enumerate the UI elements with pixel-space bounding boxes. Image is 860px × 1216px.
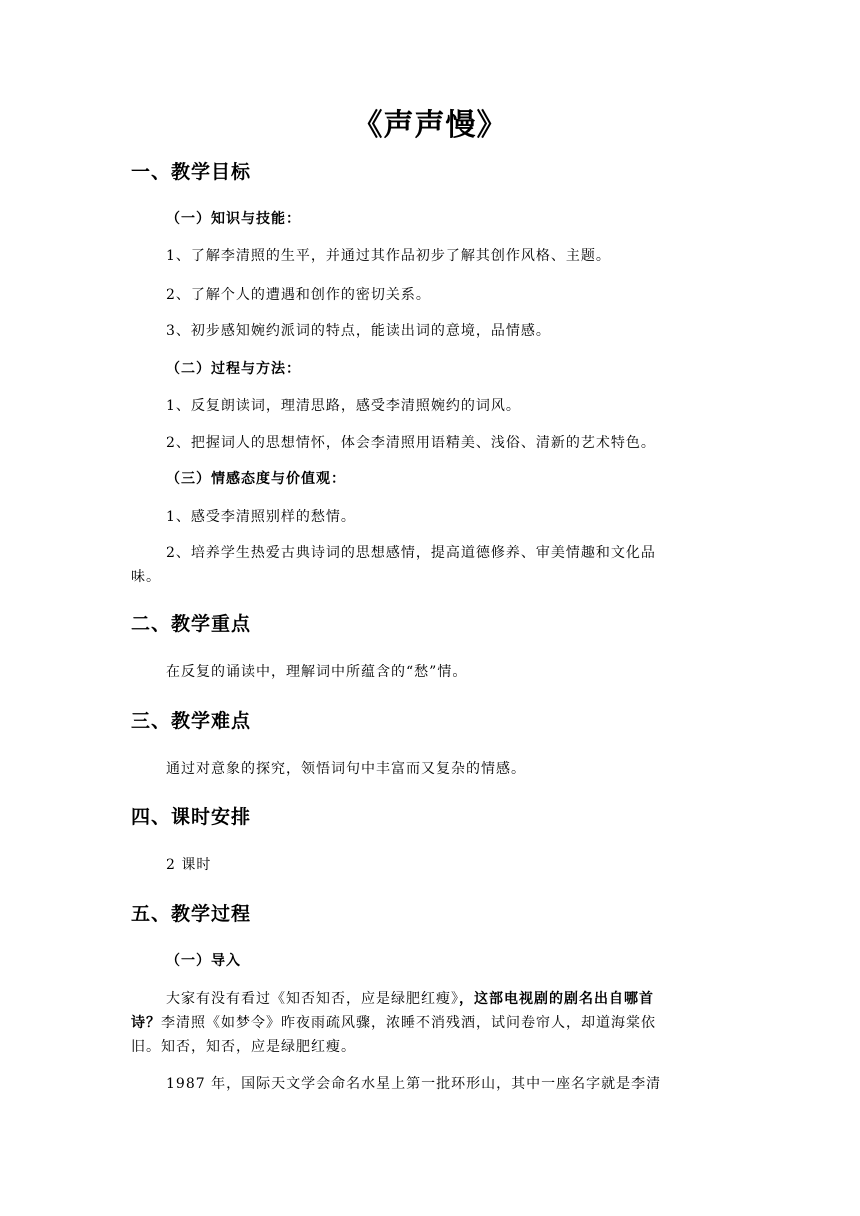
- section-heading-objectives: 一、教学目标: [131, 161, 252, 183]
- text-run-bold: 诗？: [131, 1015, 161, 1031]
- text-run-bold: ，这部电视剧的剧名出自哪首: [459, 991, 654, 1007]
- paragraph: 2、了解个人的遭遇和创作的密切关系。: [166, 287, 431, 303]
- paragraph: 通过对意象的探究，领悟词句中丰富而又复杂的情感。: [166, 761, 526, 777]
- text-run: 李清照《如梦令》昨夜雨疏风骤，浓睡不消残酒，试问卷帘人，却道海棠依: [161, 1015, 656, 1031]
- paragraph-line: [131, 1012, 656, 1034]
- paragraph: 3、初步感知婉约派词的特点，能读出词的意境，品情感。: [166, 323, 551, 339]
- paragraph: 在反复的诵读中，理解词中所蕴含的“愁”情。: [166, 664, 468, 680]
- section-heading-key-points: 二、教学重点: [131, 613, 252, 635]
- paragraph: 2 课时: [166, 857, 212, 873]
- section-heading-process: 五、教学过程: [131, 903, 252, 925]
- paragraph: 1、感受李清照别样的愁情。: [166, 509, 356, 525]
- document-title: 《声声慢》: [352, 108, 508, 143]
- paragraph: 1、了解李清照的生平，并通过其作品初步了解其创作风格、主题。: [166, 248, 611, 264]
- section-heading-difficulties: 三、教学难点: [131, 710, 252, 732]
- paragraph: 1、反复朗读词，理清思路，感受李清照婉约的词风。: [166, 398, 521, 414]
- paragraph-line: 1987 年，国际天文学会命名水星上第一批环形山，其中一座名字就是李清: [166, 1076, 662, 1092]
- subheading-process-methods: （二）过程与方法：: [166, 361, 301, 377]
- subheading-introduction: （一）导入: [166, 953, 241, 969]
- paragraph: 2、培养学生热爱古典诗词的思想感情，提高道德修养、审美情趣和文化品: [166, 545, 656, 561]
- text-run: 大家有没有看过《知否知否，应是绿肥红瘦》: [166, 991, 459, 1007]
- paragraph-continuation: 味。: [131, 569, 161, 585]
- paragraph-line: [166, 988, 654, 1010]
- subheading-knowledge-skills: （一）知识与技能：: [166, 211, 301, 227]
- paragraph: 2、把握词人的思想情怀，体会李清照用语精美、浅俗、清新的艺术特色。: [166, 435, 656, 451]
- subheading-emotion-values: （三）情感态度与价值观：: [166, 471, 346, 487]
- paragraph-line: 旧。知否，知否，应是绿肥红瘦。: [131, 1039, 356, 1055]
- section-heading-schedule: 四、课时安排: [131, 806, 252, 828]
